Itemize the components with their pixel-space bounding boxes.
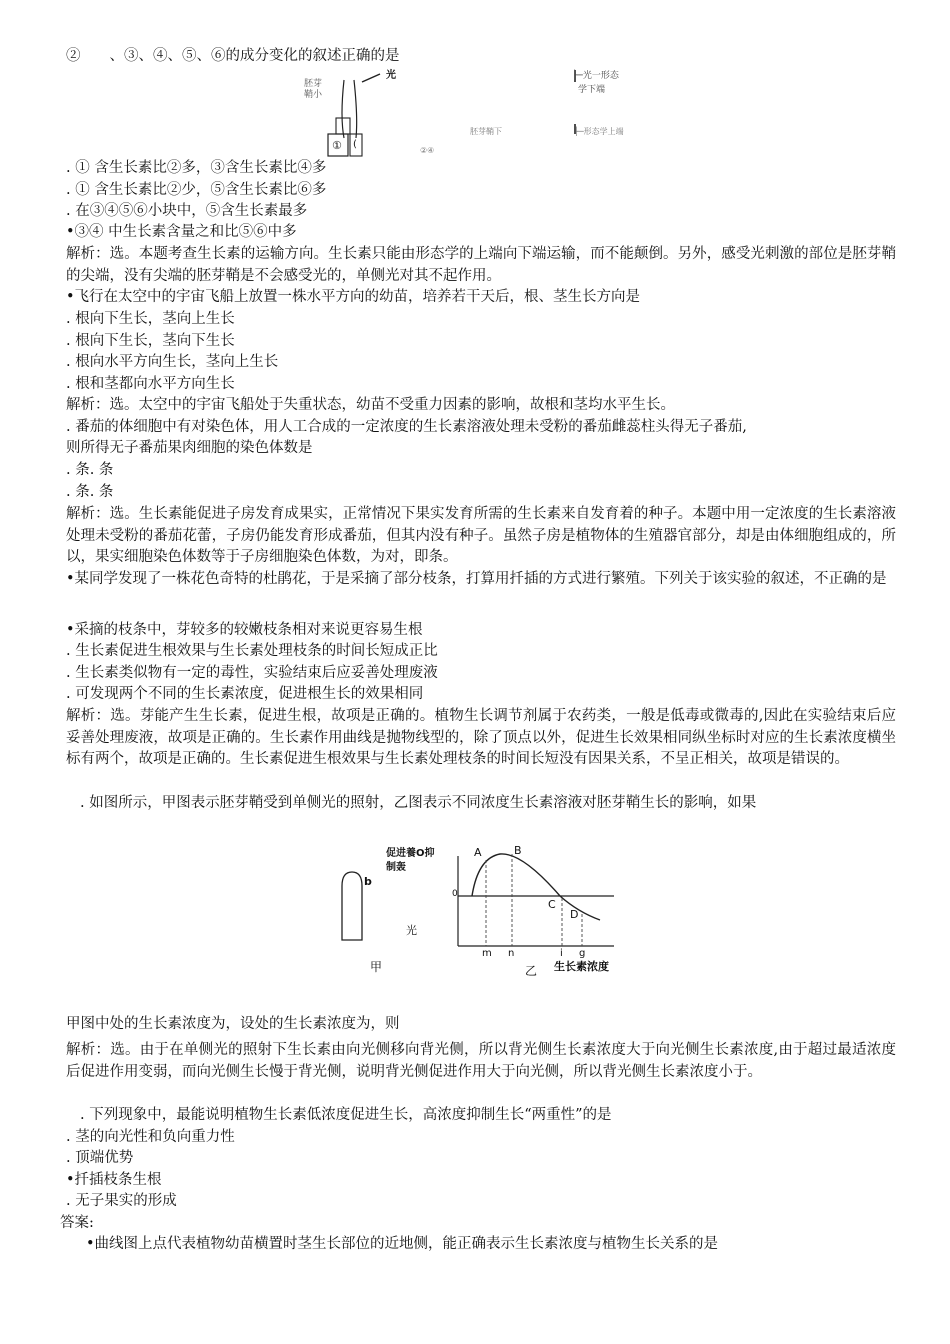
y-label-1: 促进養O抑 [386, 848, 435, 859]
figure-yi-svg [382, 838, 652, 978]
analysis: 解析：选。芽能产生生长素，促进生根，故项是正确的。植物生长调节剂属于农药类，一般是低毒或微毒的,因此在实验结束后应妥善处理废液，故项是正确的。生长素作用曲线是抛物线型的，除了顶点以外，促进生长效果相同纵坐标时对应的生长素浓度横坐标有两个，故项是正确的。生长素促进生根效果与生长素处理枝条的时间长短没有因果关系，不呈正相关，故项是错误的。 [66, 708, 896, 767]
point-D: D [570, 908, 579, 921]
option: . ① 含生长素比②多，③含生长素比④多 [66, 160, 327, 176]
figure-jia-caption: 甲 [370, 960, 383, 974]
point-B: B [514, 844, 522, 857]
origin-label: 0 [452, 889, 458, 899]
fig-label-light: 光 [386, 70, 396, 81]
analysis: 解析：选。太空中的宇宙飞船处于失重状态，幼苗不受重力因素的影响，故根和茎均水平生长。 [66, 397, 675, 413]
tick-m: m [482, 948, 492, 959]
point-C: C [548, 898, 556, 911]
fig-label-tip-2: 鞘小 [304, 90, 323, 100]
question-stem: . 如图所示，甲图表示胚芽鞘受到单侧光的照射，乙图表示不同浓度生长素溶液对胚芽鞘生长的影响，如果 [80, 795, 757, 811]
option: . 条. 条 [66, 462, 114, 478]
fig-label-right-2: 学下端 [578, 85, 606, 95]
option: . 条. 条 [66, 484, 114, 500]
fig-label-bottom-right: ├─形态学上端 [574, 127, 624, 136]
fig-block-2-label: ( [353, 139, 357, 150]
option: . 可发现两个不同的生长素浓度，促进根生长的效果相同 [66, 686, 424, 702]
tick-g: g [579, 948, 586, 959]
figure-yi [382, 838, 652, 978]
sheath-left-edge [342, 80, 344, 138]
light-arrow [362, 74, 380, 82]
fig-label-bottom-left: ②④ [420, 146, 435, 155]
option: •③④ 中生长素含量之和比⑤⑥中多 [66, 224, 297, 240]
sheath-blocks-figure [300, 62, 660, 160]
figure-yi-caption: 乙 [525, 964, 538, 978]
option: . 根向下生长，茎向上生长 [66, 311, 235, 327]
question-stem-cont: 则所得无子番茄果肉细胞的染色体数是 [66, 440, 313, 456]
option: . 无子果实的形成 [66, 1193, 177, 1209]
option: . 根和茎都向水平方向生长 [66, 376, 235, 392]
question-stem: •飞行在太空中的宇宙飞船上放置一株水平方向的幼苗，培养若干天后，根、茎生长方向是 [66, 289, 641, 305]
option: . 茎的向光性和负向重力性 [66, 1129, 235, 1145]
figure-followup: 甲图中处的生长素浓度为，设处的生长素浓度为，则 [66, 1016, 400, 1032]
fig-label-bottom-mid: 胚芽鞘下 [470, 127, 502, 136]
point-A: A [474, 846, 482, 859]
question-stem: •某同学发现了一株花色奇特的杜鹃花，于是采摘了部分枝条，打算用扦插的方式进行繁殖。下列关于该实验的叙述，不正确的是 [66, 571, 887, 587]
option: •扦插枝条生根 [66, 1172, 162, 1188]
light-label: 光 [406, 924, 417, 937]
answer-label: 答案: [60, 1215, 94, 1231]
analysis: 解析：选。本题考查生长素的运输方向。生长素只能由形态学的上端向下端运输，而不能颠倒。另外，感受光刺激的部位是胚芽鞘的尖端，没有尖端的胚芽鞘是不会感受光的，单侧光对其不起作用。 [66, 246, 896, 284]
fig-label-tip-1: 胚芽 [304, 79, 323, 89]
option: . 生长素促进生根效果与生长素处理枝条的时间长短成正比 [66, 643, 438, 659]
option: •采摘的枝条中，芽较多的较嫩枝条相对来说更容易生根 [66, 622, 423, 638]
analysis: 解析：选。生长素能促进子房发育成果实，正常情况下果实发育所需的生长素来自发育着的种子。本题中用一定浓度的生长素溶液处理未受粉的番茄花蕾，子房仍能发育形成番茄，但其内没有种子。虽然子房是植物体的生殖器官部分，却是由体细胞组成的，所以，果实细胞染色体数等于子房细胞染色体数，为对，即条。 [66, 506, 896, 565]
question-stem: . 下列现象中，最能说明植物生长素低浓度促进生长，高浓度抑制生长“两重性”的是 [80, 1107, 612, 1123]
fig-label-right-1: ├─光一形态 [572, 71, 619, 81]
question-stem: •曲线图上点代表植物幼苗横置时茎生长部位的近地侧，能正确表示生长素浓度与植物生长关系的是 [86, 1236, 719, 1252]
point-b-label: b [364, 875, 372, 888]
question-stem: ② 、③、④、⑤、⑥的成分变化的叙述正确的是 [66, 48, 400, 64]
question-stem: . 番茄的体细胞中有对染色体，用人工合成的一定浓度的生长素溶液处理未受粉的番茄雌蕊柱头得无子番茄, [66, 419, 747, 435]
option: . 顶端优势 [66, 1150, 134, 1166]
y-label-2: 制轰 [386, 862, 406, 873]
tick-i: i [560, 948, 563, 959]
option: . 在③④⑤⑥小块中，⑤含生长素最多 [66, 203, 308, 219]
sheath-right-edge [354, 80, 357, 138]
option: . ① 含生长素比②少，⑤含生长素比⑥多 [66, 182, 327, 198]
growth-curve [472, 854, 600, 920]
option: . 根向下生长，茎向下生长 [66, 333, 235, 349]
coleoptile-shape [342, 872, 362, 940]
option: . 生长素类似物有一定的毒性，实验结束后应妥善处理废液 [66, 665, 438, 681]
option: . 根向水平方向生长，茎向上生长 [66, 354, 279, 370]
fig-block-1-label: ① [332, 139, 342, 152]
tick-n: n [508, 948, 515, 959]
x-axis-label: 生长素浓度 [554, 960, 609, 973]
analysis: 解析：选。由于在单侧光的照射下生长素由向光侧移向背光侧，所以背光侧生长素浓度大于向光侧生长素浓度,由于超过最适浓度后促进作用变弱，而向光侧生长慢于背光侧，说明背光侧促进作用大于向光侧，所以背光侧生长素浓度小于。 [66, 1042, 896, 1080]
